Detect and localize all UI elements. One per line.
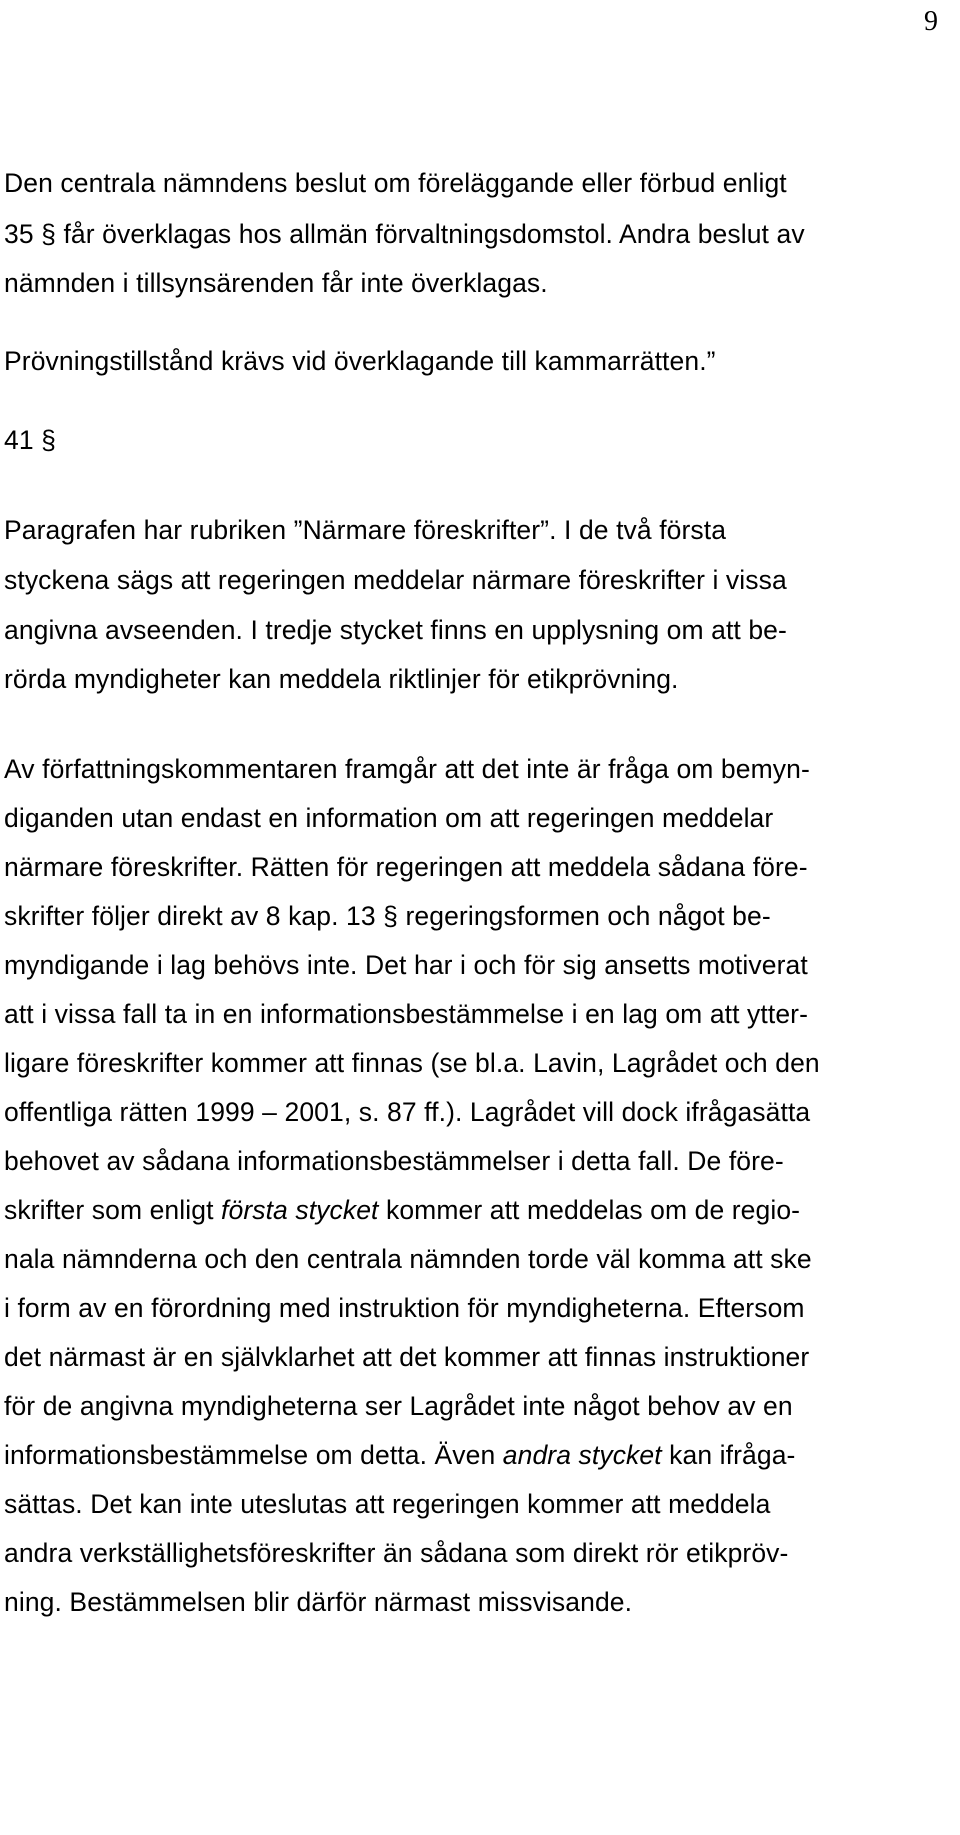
page-number: 9 xyxy=(924,6,938,37)
text-segment: myndigande i lag behövs inte. Det har i och för sig ansetts motiverat xyxy=(4,950,808,980)
text-line xyxy=(4,850,808,884)
text-segment: i form av en förordning med instruktion för myndigheterna. Eftersom xyxy=(4,1293,805,1323)
text-segment: 41 § xyxy=(4,425,56,455)
text-segment: offentliga rätten 1999 – 2001, s. 87 ff.). Lagrådet vill dock ifrågasätta xyxy=(4,1097,811,1127)
text-line xyxy=(4,1242,812,1276)
text-line xyxy=(4,1193,800,1227)
text-segment: att i vissa fall ta in en informationsbestämmelse i en lag om att ytter- xyxy=(4,999,809,1029)
text-line xyxy=(4,801,773,835)
text-segment: angivna avseenden. I tredje stycket finns en upplysning om att be- xyxy=(4,615,787,645)
text-line xyxy=(4,662,679,696)
text-segment: Prövningstillstånd krävs vid överklagande till kammarrätten.” xyxy=(4,346,716,376)
text-segment: kan ifråga- xyxy=(661,1440,796,1470)
text-line xyxy=(4,423,56,457)
text-segment: Av författningskommentaren framgår att det inte är fråga om bemyn- xyxy=(4,754,810,784)
text-line xyxy=(4,1536,788,1570)
text-line xyxy=(4,1144,784,1178)
text-line xyxy=(4,266,548,300)
text-segment: närmare föreskrifter. Rätten för regeringen att meddela sådana före- xyxy=(4,852,808,882)
text-segment: nala nämnderna och den centrala nämnden torde väl komma att ske xyxy=(4,1244,812,1274)
text-line xyxy=(4,344,716,378)
text-line xyxy=(4,1340,809,1374)
text-line xyxy=(4,563,787,597)
text-line xyxy=(4,1046,820,1080)
text-line xyxy=(4,1438,795,1472)
text-segment: för de angivna myndigheterna ser Lagrådet inte något behov av en xyxy=(4,1391,793,1421)
text-segment: ning. Bestämmelsen blir därför närmast missvisande. xyxy=(4,1587,633,1617)
text-line xyxy=(4,1585,632,1619)
text-line xyxy=(4,1095,810,1129)
text-segment: skrifter som enligt xyxy=(4,1195,222,1225)
text-line xyxy=(4,1291,805,1325)
text-line xyxy=(4,166,787,200)
text-line xyxy=(4,948,808,982)
italic-text-segment: andra stycket xyxy=(502,1440,662,1470)
text-line xyxy=(4,899,771,933)
text-segment: Den centrala nämndens beslut om föreläggande eller förbud enligt xyxy=(4,168,787,198)
text-segment: det närmast är en självklarhet att det kommer att finnas instruktioner xyxy=(4,1342,810,1372)
text-line xyxy=(4,513,726,547)
text-line xyxy=(4,1487,770,1521)
text-segment: sättas. Det kan inte uteslutas att regeringen kommer att meddela xyxy=(4,1489,771,1519)
text-line xyxy=(4,217,805,251)
text-segment: behovet av sådana informationsbestämmelser i detta fall. De före- xyxy=(4,1146,784,1176)
text-segment: nämnden i tillsynsärenden får inte överklagas. xyxy=(4,268,548,298)
text-segment: andra verkställighetsföreskrifter än sådana som direkt rör etikpröv- xyxy=(4,1538,789,1568)
text-line xyxy=(4,613,787,647)
text-segment: diganden utan endast en information om att regeringen meddelar xyxy=(4,803,774,833)
text-segment: rörda myndigheter kan meddela riktlinjer för etikprövning. xyxy=(4,664,679,694)
text-segment: ligare föreskrifter kommer att finnas (se bl.a. Lavin, Lagrådet och den xyxy=(4,1048,820,1078)
text-segment: informationsbestämmelse om detta. Även xyxy=(4,1440,503,1470)
text-line xyxy=(4,997,808,1031)
text-line xyxy=(4,752,810,786)
text-segment: 35 § får överklagas hos allmän förvaltningsdomstol. Andra beslut av xyxy=(4,219,805,249)
text-segment: skrifter följer direkt av 8 kap. 13 § regeringsformen och något be- xyxy=(4,901,771,931)
text-segment: kommer att meddelas om de regio- xyxy=(378,1195,801,1225)
italic-text-segment: första stycket xyxy=(221,1195,379,1225)
text-line xyxy=(4,1389,793,1423)
text-segment: styckena sägs att regeringen meddelar närmare föreskrifter i vissa xyxy=(4,565,787,595)
text-segment: Paragrafen har rubriken ”Närmare föreskrifter”. I de två första xyxy=(4,515,727,545)
